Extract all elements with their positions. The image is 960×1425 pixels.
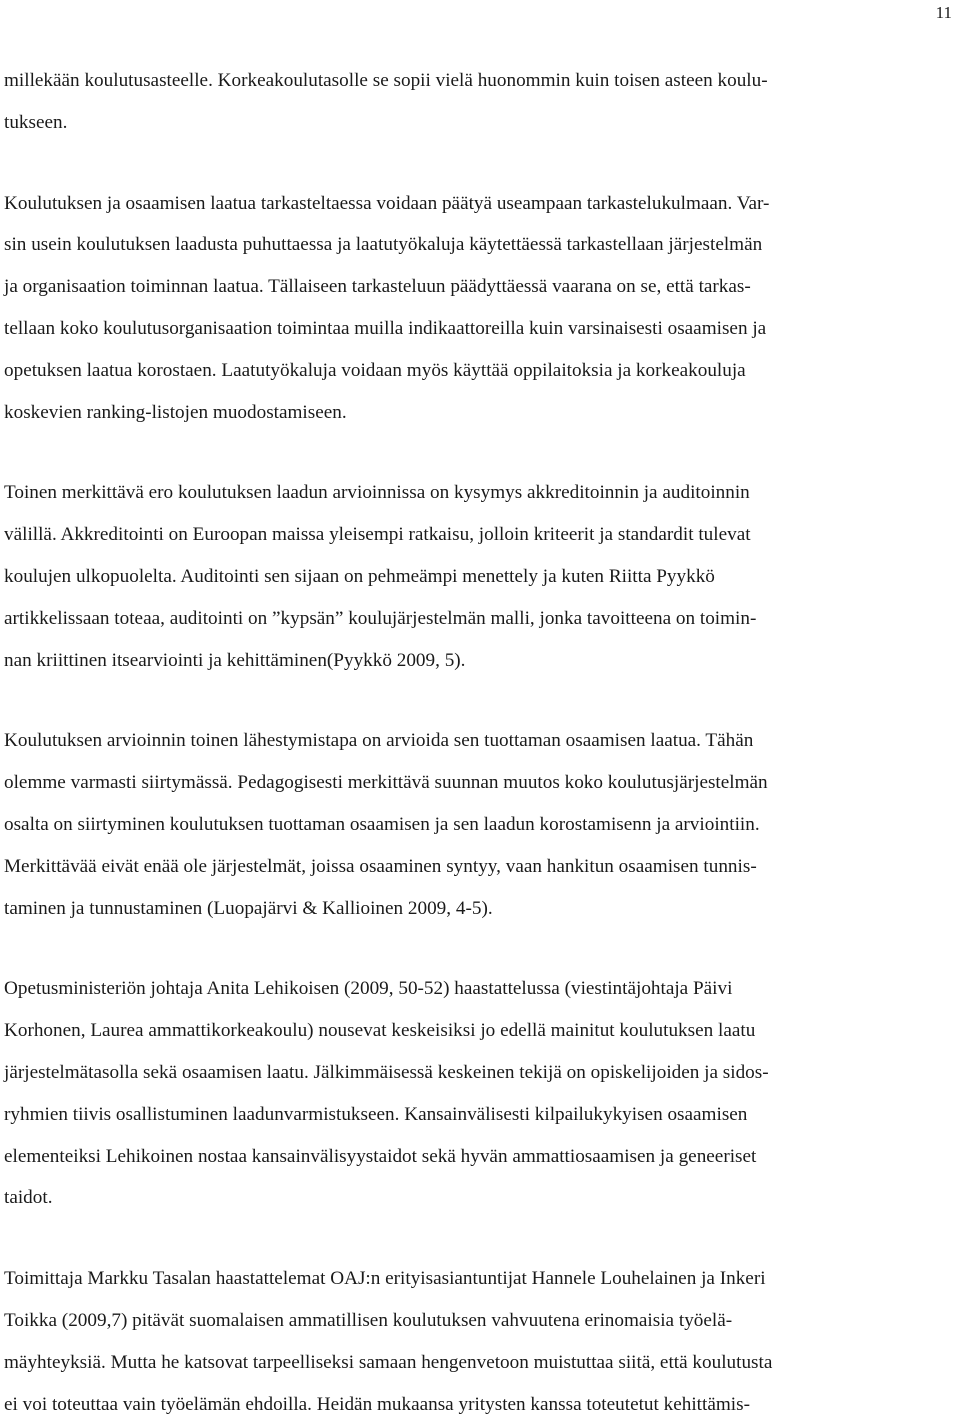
paragraph (4, 720, 954, 929)
text-line: osalta on siirtyminen koulutuksen tuottaman osaamisen ja sen laadun korostamisenn ja arviointiin. (4, 813, 760, 835)
paragraph (4, 1258, 954, 1425)
paragraph (4, 968, 954, 1219)
text-line: millekään koulutusasteelle. Korkeakoulutasolle se sopii vielä huonommin kuin toisen asteen koulu- (4, 70, 768, 91)
text-line: ja organisaation toiminnan laatua. Tällaiseen tarkasteluun päädyttäessä vaarana on se, että tarkas- (4, 276, 751, 298)
paragraph (4, 183, 954, 434)
text-line: tukseen. (4, 111, 68, 133)
text-line: Toimittaja Markku Tasalan haastattelemat OAJ:n erityisasiantuntijat Hannele Louhelainen ja Inkeri (4, 1268, 766, 1290)
text-line: opetuksen laatua korostaen. Laatutyökaluja voidaan myös käyttää oppilaitoksia ja korkeakouluja (4, 359, 746, 381)
text-line: Opetusministeriön johtaja Anita Lehikoisen (2009, 50-52) haastattelussa (viestintäjohtaja Päivi (4, 978, 733, 1000)
text-line: tellaan koko koulutusorganisaation toimintaa muilla indikaattoreilla kuin varsinaisesti osaamisen ja (4, 317, 767, 339)
text-line: mäyhteyksiä. Mutta he katsovat tarpeelliseksi samaan hengenvetoon muistuttaa siitä, että koulutusta (4, 1351, 773, 1373)
text-line: elementeiksi Lehikoinen nostaa kansainvälisyystaidot sekä hyvän ammattiosaamisen ja geneeriset (4, 1145, 757, 1167)
text-line: järjestelmätasolla sekä osaamisen laatu. Jälkimmäisessä keskeinen tekijä on opiskelijoiden ja sidos- (4, 1061, 769, 1083)
text-line: taidot. (4, 1187, 53, 1209)
text-line: välillä. Akkreditointi on Euroopan maissa yleisempi ratkaisu, jolloin kriteerit ja standardit tulevat (4, 524, 751, 546)
text-line: Toinen merkittävä ero koulutuksen laadun arvioinnissa on kysymys akkreditoinnin ja auditoinnin (4, 482, 750, 504)
document-body (4, 60, 954, 1425)
text-line: ei voi toteuttaa vain työelämän ehdoilla. Heidän mukaansa yritysten kanssa toteutetut kehittämis- (4, 1393, 750, 1415)
text-line: Merkittävää eivät enää ole järjestelmät, joissa osaaminen syntyy, vaan hankitun osaamisen tunnis- (4, 855, 757, 877)
text-line: Korhonen, Laurea ammattikorkeakoulu) nousevat keskeisiksi jo edellä mainitut koulutuksen laatu (4, 1020, 756, 1042)
paragraph (4, 472, 954, 681)
text-line: nan kriittinen itsearviointi ja kehittäminen(Pyykkö 2009, 5). (4, 649, 466, 671)
text-line: Koulutuksen arvioinnin toinen lähestymistapa on arvioida sen tuottaman osaamisen laatua. Tähän (4, 730, 754, 752)
text-line: olemme varmasti siirtymässä. Pedagogisesti merkittävä suunnan muutos koko koulutusjärjestelmän (4, 772, 768, 794)
text-line: Koulutuksen ja osaamisen laatua tarkasteltaessa voidaan päätyä useampaan tarkastelukulmaan. Var- (4, 192, 770, 214)
text-line: koskevien ranking-listojen muodostamiseen. (4, 401, 347, 423)
text-line: artikkelissaan toteaa, auditointi on ”kypsän” koulujärjestelmän malli, jonka tavoitteena on toimin- (4, 607, 757, 629)
text-line: ryhmien tiivis osallistuminen laadunvarmistukseen. Kansainvälisesti kilpailukykyisen osaamisen (4, 1103, 748, 1125)
text-line: sin usein koulutuksen laadusta puhuttaessa ja laatutyökaluja käytettäessä tarkastellaan järjestelmän (4, 234, 763, 256)
paragraph (4, 60, 954, 144)
text-line: koulujen ulkopuolelta. Auditointi sen sijaan on pehmeämpi menettely ja kuten Riitta Pyykkö (4, 565, 715, 587)
text-line: taminen ja tunnustaminen (Luopajärvi & Kallioinen 2009, 4-5). (4, 897, 493, 919)
page-number: 11 (935, 3, 952, 22)
text-line: Toikka (2009,7) pitävät suomalaisen ammatillisen koulutuksen vahvuutena erinomaisia työelä- (4, 1309, 733, 1331)
